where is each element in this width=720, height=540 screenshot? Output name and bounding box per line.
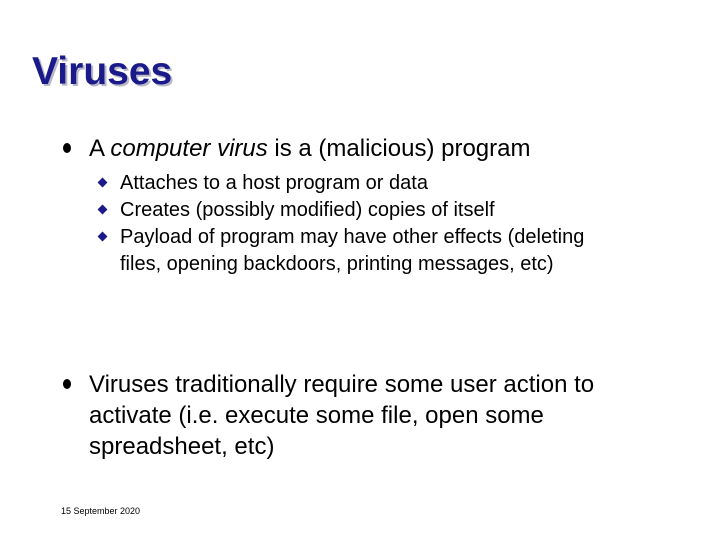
bullet-computer-virus xyxy=(89,133,679,164)
round-bullet-icon xyxy=(63,379,71,389)
bullet-suffix: is a (malicious) program xyxy=(267,135,531,162)
sub-bullet-item xyxy=(120,170,620,197)
round-bullet-icon xyxy=(63,143,71,153)
sub-bullet-list xyxy=(120,170,620,278)
sub-bullet-item xyxy=(120,224,620,278)
footer-date: 15 September 2020 xyxy=(61,506,141,516)
sub-bullet-text: Attaches to a host program or data xyxy=(120,172,428,194)
diamond-bullet-icon xyxy=(98,178,108,188)
sub-bullet-text: Payload of program may have other effects (deleting files, opening backdoors, printing messages, etc) xyxy=(120,226,585,275)
bullet-text: Viruses traditionally require some user action to activate (i.e. execute some file, open some spreadsheet, etc) xyxy=(89,371,595,460)
sub-bullet-text: Creates (possibly modified) copies of itself xyxy=(120,199,495,221)
slide-title: Viruses xyxy=(32,50,173,93)
bullet-prefix: A xyxy=(89,135,111,162)
bullet-user-action xyxy=(89,369,679,462)
sub-bullet-item xyxy=(120,197,620,224)
bullet-emphasis: computer virus xyxy=(110,135,268,162)
diamond-bullet-icon xyxy=(98,232,108,242)
diamond-bullet-icon xyxy=(98,205,108,215)
